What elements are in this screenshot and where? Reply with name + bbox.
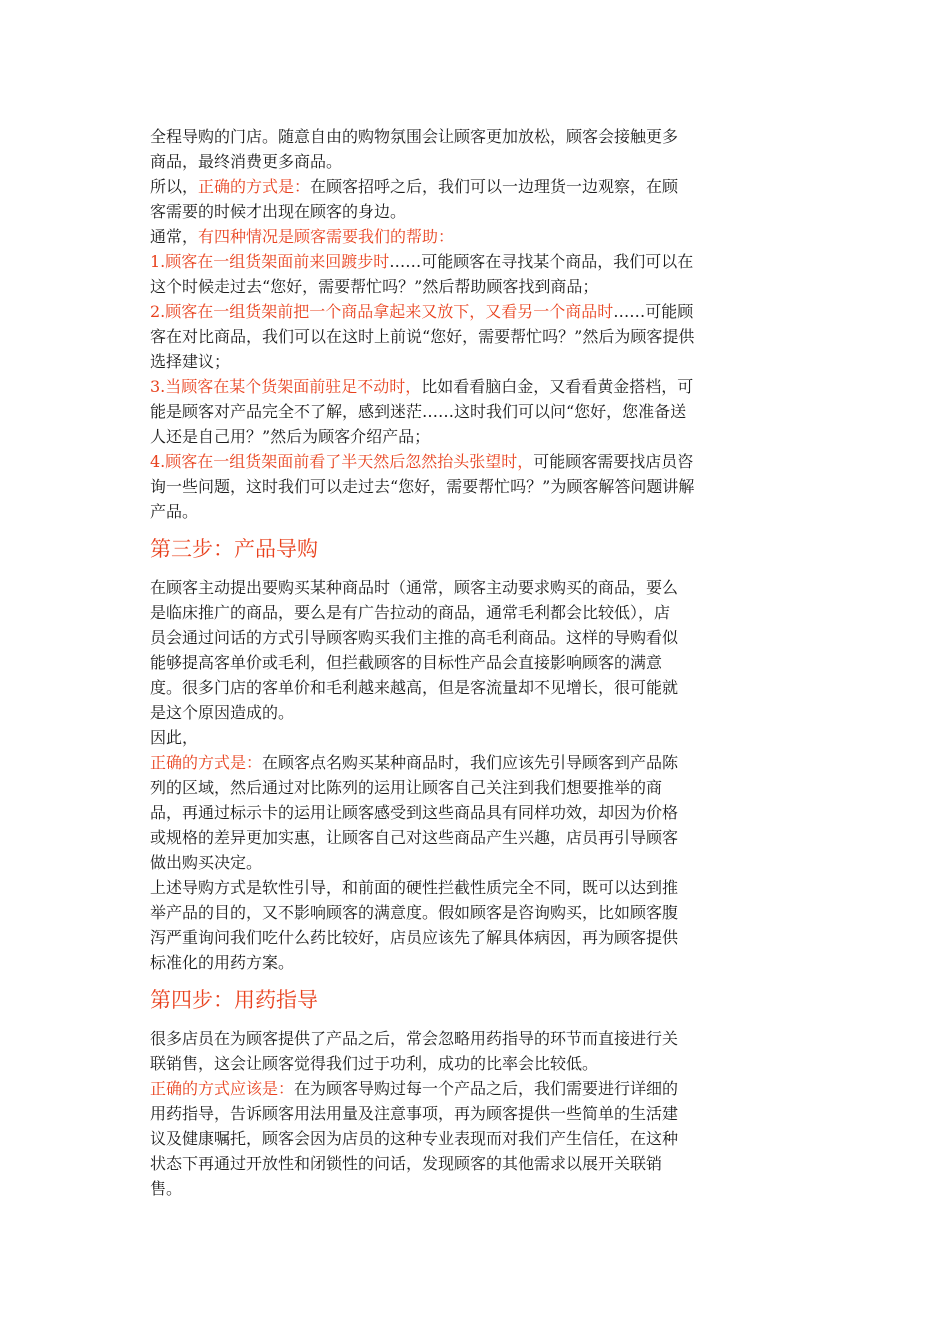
paragraph-intro: [150, 124, 810, 174]
paragraph-step4-correct: [150, 1076, 810, 1201]
text-line: [150, 1076, 810, 1101]
text-line: 很多店员在为顾客提供了产品之后，常会忽略用药指导的环节而直接进行关: [150, 1029, 679, 1048]
text-line: 员会通过问话的方式引导顾客购买我们主推的高毛利商品。这样的导购看似: [150, 628, 679, 647]
highlight-label: 1.顾客在一组货架面前来回踱步时: [150, 252, 390, 271]
paragraph-step3-correct: [150, 750, 810, 875]
lead-text: 通常，: [150, 227, 199, 246]
text-line: 或规格的差异更加实惠，让顾客自己对这些商品产生兴趣，店员再引导顾客: [150, 828, 679, 847]
text-line: 客需要的时候才出现在顾客的身边。: [150, 202, 407, 221]
highlight-label: 3.当顾客在某个货架面前驻足不动时，: [150, 377, 422, 396]
paragraph-step4-intro: [150, 1026, 810, 1076]
text-line: 是这个原因造成的。: [150, 703, 295, 722]
highlight-label: 2.顾客在一组货架前把一个商品拿起来又放下，又看另一个商品时: [150, 302, 614, 321]
text-span: ……可能顾客在寻找某个商品，我们可以在: [389, 252, 694, 271]
text-line: 客在对比商品，我们可以在这时上前说“您好，需要帮忙吗？”然后为顾客提供: [150, 327, 695, 346]
text-line: 全程导购的门店。随意自由的购物氛围会让顾客更加放松，顾客会接触更多: [150, 127, 679, 146]
text-span: 比如看看脑白金，又看看黄金搭档，可: [421, 377, 694, 396]
section-heading-step4: 第四步：用药指导: [150, 988, 318, 1012]
text-line: 议及健康嘱托，顾客会因为店员的这种专业表现而对我们产生信任，在这种: [150, 1129, 679, 1148]
text-line: [150, 174, 810, 199]
list-item-2: [150, 299, 810, 374]
text-line: 商品，最终消费更多商品。: [150, 152, 343, 171]
text-line: 标准化的用药方案。: [150, 953, 295, 972]
text-line: 是临床推广的商品，要么是有广告拉动的商品，通常毛利都会比较低），店: [150, 603, 671, 622]
text-line: 举产品的目的，又不影响顾客的满意度。假如顾客是咨询购买，比如顾客腹: [150, 903, 679, 922]
highlight-label: 正确的方式应该是：: [150, 1079, 295, 1098]
text-line: 状态下再通过开放性和闭锁性的问话，发现顾客的其他需求以展开关联销: [150, 1154, 663, 1173]
paragraph-step3-intro: [150, 575, 810, 725]
text-line: 品，再通过标示卡的运用让顾客感受到这些商品具有同样功效，却因为价格: [150, 803, 679, 822]
text-line: 用药指导，告诉顾客用法用量及注意事项，再为顾客提供一些简单的生活建: [150, 1104, 679, 1123]
text-line: 能够提高客单价或毛利，但拦截顾客的目标性产品会直接影响顾客的满意: [150, 653, 663, 672]
text-span: 在顾客点名购买某种商品时，我们应该先引导顾客到产品陈: [262, 753, 679, 772]
text-line: 在顾客主动提出要购买某种商品时（通常，顾客主动要求购买的商品，要么: [150, 578, 679, 597]
highlight-label: 正确的方式是：: [198, 177, 311, 196]
text-span: 在顾客招呼之后，我们可以一边理货一边观察，在顾: [310, 177, 679, 196]
paragraph-therefore: 因此，: [150, 728, 199, 747]
list-item-1: [150, 249, 810, 299]
text-span: 在为顾客导购过每一个产品之后，我们需要进行详细的: [294, 1079, 679, 1098]
lead-text: 所以，: [150, 177, 199, 196]
highlight-label: 4.顾客在一组货架面前看了半天然后忽然抬头张望时，: [150, 452, 534, 471]
text-line: 售。: [150, 1179, 183, 1198]
paragraph-usually: [150, 224, 810, 249]
text-line: [150, 374, 810, 399]
text-line: 泻严重询问我们吃什么药比较好，店员应该先了解具体病因，再为顾客提供: [150, 928, 679, 947]
text-span: 可能顾客需要找店员咨: [533, 452, 694, 471]
text-line: 列的区域，然后通过对比陈列的运用让顾客自己关注到我们想要推举的商: [150, 778, 663, 797]
text-line: [150, 249, 810, 274]
text-line: 选择建议；: [150, 352, 231, 371]
text-line: 能是顾客对产品完全不了解，感到迷茫……这时我们可以问“您好，您准备送: [150, 402, 687, 421]
text-line: [150, 299, 810, 324]
list-item-4: [150, 449, 810, 524]
highlight-label: 有四种情况是顾客需要我们的帮助：: [198, 227, 455, 246]
text-span: ……可能顾: [613, 302, 694, 321]
text-line: [150, 449, 810, 474]
paragraph-step3-summary: [150, 875, 810, 975]
text-line: 询一些问题，这时我们可以走过去“您好，需要帮忙吗？”为顾客解答问题讲解: [150, 477, 695, 496]
section-heading-step3: 第三步：产品导购: [150, 537, 318, 561]
document-body: [150, 124, 810, 1201]
paragraph-so: [150, 174, 810, 224]
text-line: [150, 750, 810, 775]
text-line: 上述导购方式是软性引导，和前面的硬性拦截性质完全不同，既可以达到推: [150, 878, 679, 897]
text-line: 联销售，这会让顾客觉得我们过于功利，成功的比率会比较低。: [150, 1054, 599, 1073]
text-line: 这个时候走过去“您好，需要帮忙吗？”然后帮助顾客找到商品；: [150, 277, 599, 296]
text-line: 人还是自己用？”然后为顾客介绍产品；: [150, 427, 431, 446]
text-line: 产品。: [150, 502, 199, 521]
list-item-3: [150, 374, 810, 449]
text-line: 做出购买决定。: [150, 853, 263, 872]
highlight-label: 正确的方式是：: [150, 753, 263, 772]
text-line: 度。很多门店的客单价和毛利越来越高，但是客流量却不见增长，很可能就: [150, 678, 679, 697]
